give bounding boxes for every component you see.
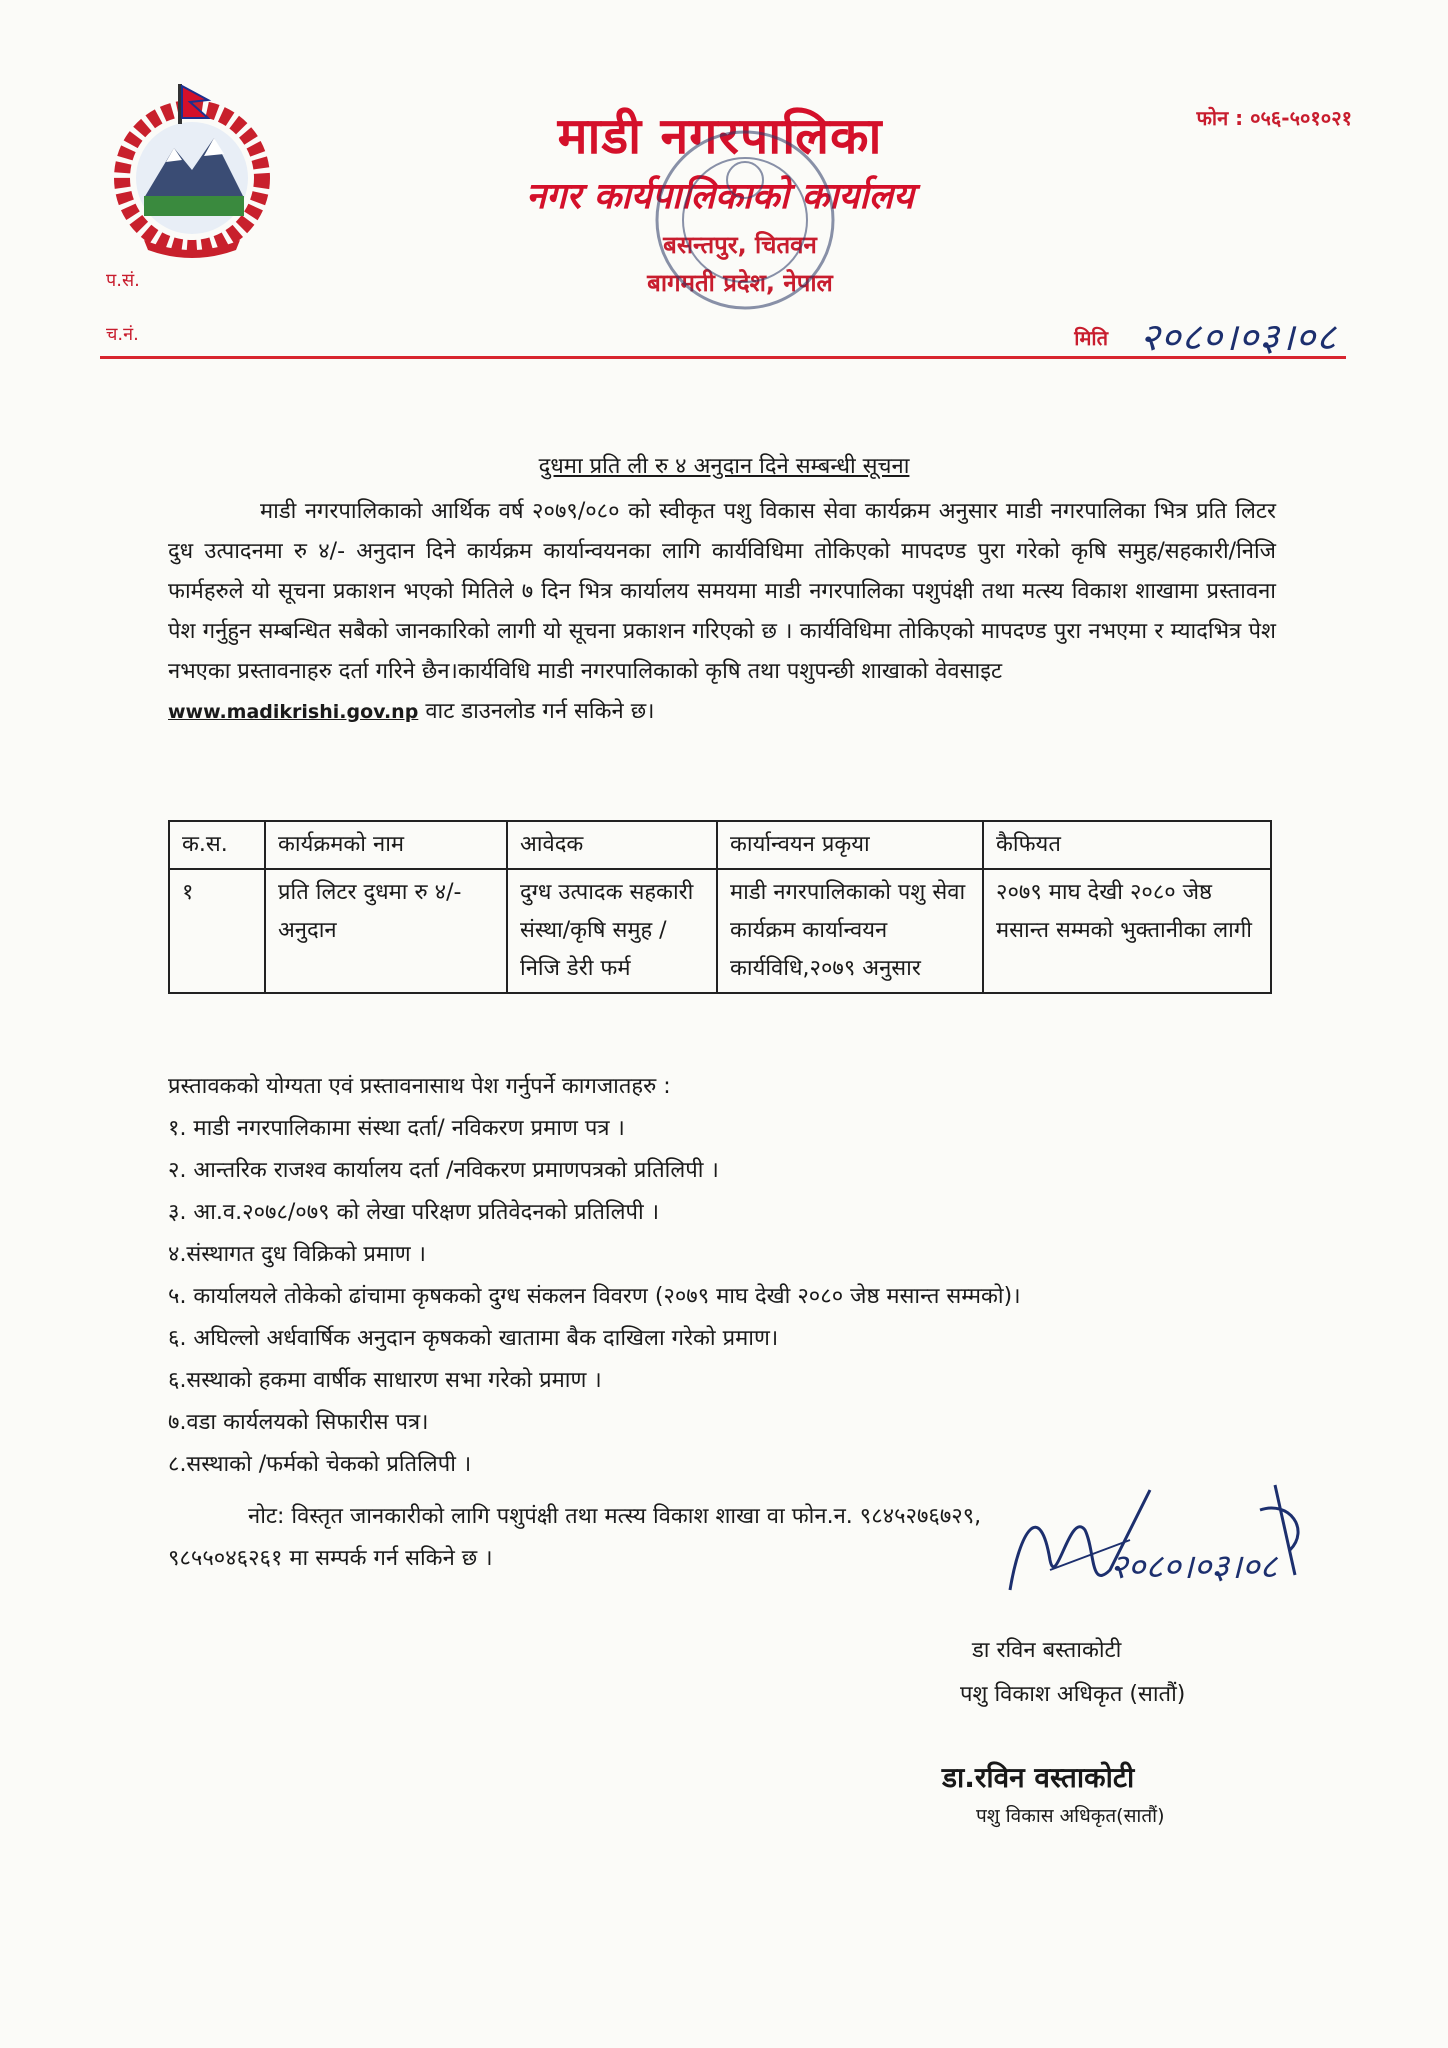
handwritten-date: २०८०।०३।०८: [1140, 315, 1337, 359]
list-item: २. आन्तरिक राजश्व कार्यालय दर्ता /नविकरण प्रमाणपत्रको प्रतिलिपी ।: [168, 1158, 719, 1183]
signatory-designation: पशु विकाश अधिकृत (सातौं): [960, 1682, 1186, 1707]
note-line-2: ९८५५०४६२६१ मा सम्पर्क गर्न सकिने छ ।: [168, 1546, 493, 1571]
header-divider: [100, 356, 1346, 359]
notice-body-text: माडी नगरपालिकाको आर्थिक वर्ष २०७९/०८० को स्वीकृत पशु विकास सेवा कार्यक्रम अनुसार माडी नगरपालिका भित्र प्रति लिटर दुध उत्पादनमा रु ४/- अनुदान दिने कार्यक्रम कार्यान्वयनका लागि कार्यविधिमा तोकिएको मापदण्ड पुरा गरेको कृषि समुह/सहकारी/निजि फार्महरुले यो सूचना प्रकाशन भएको मितिले ७ दिन भित्र कार्यालय समयमा माडी नगरपालिका पशुपंक्षी तथा मत्स्य विकाश शाखामा प्रस्तावना पेश गर्नुहुन सम्बन्धित सबैको जानकारिको लागी यो सूचना प्रकाशन गरिएको छ । कार्यविधिमा तोकिएको मापदण्ड पुरा नभएमा र म्यादभित्र पेश नभएका प्रस्तावनाहरु दर्ता गरिने छैन।कार्यविधि माडी नगरपालिकाको कृषि तथा पशुपन्छी शाखाको वेवसाइट: [168, 499, 1276, 684]
table-cell: दुग्ध उत्पादक सहकारी संस्था/कृषि समुह / निजि डेरी फर्म: [507, 869, 717, 993]
website-link[interactable]: www.madikrishi.gov.np: [168, 701, 419, 723]
table-header: क.स.: [169, 821, 265, 869]
notice-body-end: वाट डाउनलोड गर्न सकिने छ।: [425, 699, 655, 724]
notice-title: दुधमा प्रति ली रु ४ अनुदान दिने सम्बन्धी सूचना: [538, 454, 910, 479]
dispatch-number-label: च.नं.: [106, 324, 139, 345]
signatory-name: डा रविन बस्ताकोटी: [972, 1638, 1122, 1663]
list-item: ७.वडा कार्यलयको सिफारीस पत्र।: [168, 1410, 429, 1435]
signature-date: २०८०।०३।०८: [1110, 1547, 1278, 1587]
list-item: ४.संस्थागत दुध विक्रिको प्रमाण ।: [168, 1242, 427, 1267]
list-item: १. माडी नगरपालिकामा संस्था दर्ता/ नविकरण प्रमाण पत्र ।: [168, 1116, 625, 1141]
table-header: कार्यान्वयन प्रकृया: [717, 821, 983, 869]
table-header: कैफियत: [983, 821, 1271, 869]
requirements-heading: प्रस्तावकको योग्यता एवं प्रस्तावनासाथ पेश गर्नुपर्ने कागजातहरु :: [168, 1074, 671, 1099]
list-item: ६. अघिल्लो अर्धवार्षिक अनुदान कृषकको खातामा बैक दाखिला गरेको प्रमाण।: [168, 1326, 779, 1351]
table-row: [169, 869, 1271, 993]
office-seal-icon: [640, 120, 850, 320]
office-name: नगर कार्यपालिकाको कार्यालय: [526, 176, 914, 217]
date-label: मिति: [1074, 326, 1108, 350]
table-cell: प्रति लिटर दुधमा रु ४/- अनुदान: [265, 869, 507, 993]
phone-number: फोन : ०५६-५०१०२१: [1196, 106, 1352, 130]
signature-icon: [990, 1470, 1320, 1620]
table-cell: माडी नगरपालिकाको पशु सेवा कार्यक्रम कार्यान्वयन कार्यविधि,२०७९ अनुसार: [717, 869, 983, 993]
nepal-emblem-icon: [104, 78, 280, 258]
note-line-1: नोट: विस्तृत जानकारीको लागि पशुपंक्षी तथा मत्स्य विकाश शाखा वा फोन.न. ९८४५२७६७२९,: [248, 1504, 982, 1529]
table-cell: २०७९ माघ देखी २०८० जेष्ठ मसान्त सम्मको भुक्तानीका लागी: [983, 869, 1271, 993]
table-cell: १: [169, 869, 265, 993]
list-item: ३. आ.व.२०७८/०७९ को लेखा परिक्षण प्रतिवेदनको प्रतिलिपी ।: [168, 1200, 660, 1225]
table-header-row: [169, 821, 1271, 869]
requirements-list: [168, 1066, 1308, 1486]
program-table: [168, 820, 1272, 994]
list-item: ६.सस्थाको हकमा वार्षीक साधारण सभा गरेको प्रमाण ।: [168, 1368, 602, 1393]
stamp-designation: पशु विकास अधिकृत(सातौं): [976, 1805, 1165, 1827]
stamp-name: डा.रविन वस्ताकोटी: [942, 1761, 1135, 1794]
organization-name: माडी नगरपालिका: [557, 107, 883, 165]
list-item: ५. कार्यालयले तोकेको ढांचामा कृषकको दुग्ध संकलन विवरण (२०७९ माघ देखी २०८० जेष्ठ मसान्त सम्मको)।: [168, 1284, 1021, 1309]
table-header: कार्यक्रमको नाम: [265, 821, 507, 869]
table-header: आवेदक: [507, 821, 717, 869]
address-line-1: बसन्तपुर, चितवन: [663, 231, 817, 259]
address-line-2: बागमती प्रदेश, नेपाल: [647, 269, 833, 297]
notice-body: [168, 492, 1276, 732]
list-item: ८.सस्थाको /फर्मको चेकको प्रतिलिपी ।: [168, 1452, 472, 1477]
reference-number-label: प.सं.: [106, 270, 140, 291]
